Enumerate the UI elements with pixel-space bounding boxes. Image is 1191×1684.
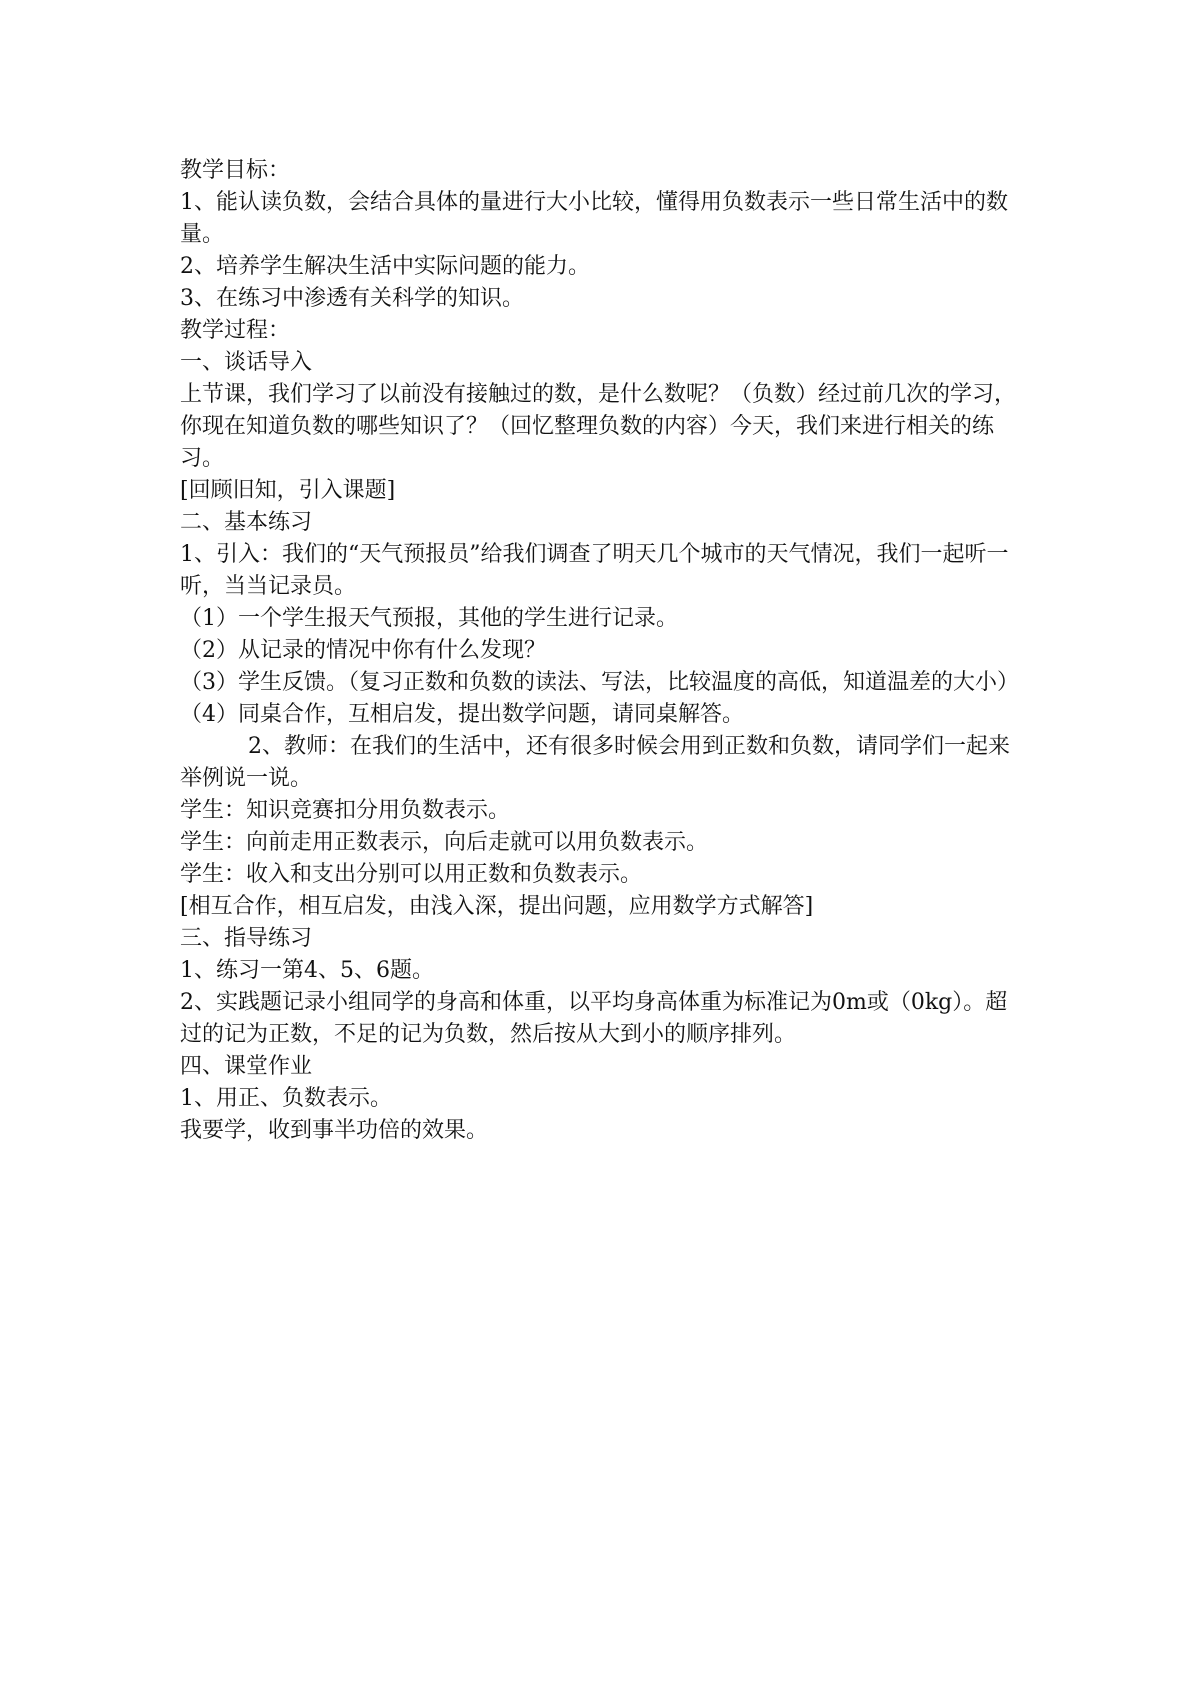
- practice-subitem-3: （3）学生反馈。（复习正数和负数的读法、写法，比较温度的高低，知道温差的大小）: [180, 670, 1019, 695]
- section-heading-2: 二、基本练习: [180, 510, 313, 535]
- section-heading-4: 四、课堂作业: [180, 1054, 313, 1079]
- homework-item-1: 1、用正、负数表示。: [180, 1086, 392, 1111]
- student-answer-2: 学生：向前走用正数表示，向后走就可以用负数表示。: [180, 830, 709, 855]
- goal-item-3: 3、在练习中渗透有关科学的知识。: [180, 286, 524, 311]
- practice-item-1: 1、引入：我们的“天气预报员”给我们调查了明天几个城市的天气情况，我们一起听一听，当当记录员。: [180, 542, 1009, 599]
- heading-teaching-goals: 教学目标：: [180, 158, 291, 183]
- student-answer-1: 学生：知识竞赛扣分用负数表示。: [180, 798, 511, 823]
- section-heading-3: 三、指导练习: [180, 926, 313, 951]
- guided-item-1: 1、练习一第4、5、6题。: [180, 958, 434, 983]
- goal-item-1: 1、能认读负数，会结合具体的量进行大小比较，懂得用负数表示一些日常生活中的数量。: [180, 190, 1008, 247]
- bracket-note-2: [相互合作，相互启发，由浅入深，提出问题，应用数学方式解答]: [180, 894, 814, 919]
- heading-teaching-process: 教学过程：: [180, 318, 291, 343]
- document-page: [180, 155, 1020, 1147]
- practice-subitem-1: （1）一个学生报天气预报，其他的学生进行记录。: [180, 606, 678, 631]
- paragraph-intro: 上节课，我们学习了以前没有接触过的数，是什么数呢？（负数）经过前几次的学习，你现在知道负数的哪些知识了？（回忆整理负数的内容）今天，我们来进行相关的练习。: [180, 382, 1017, 471]
- guided-item-2: 2、实践题记录小组同学的身高和体重，以平均身高体重为标准记为0m或（0kg）。超过的记为正数，不足的记为负数，然后按从大到小的顺序排列。: [180, 990, 1008, 1047]
- student-answer-3: 学生：收入和支出分别可以用正数和负数表示。: [180, 862, 643, 887]
- section-heading-1: 一、谈话导入: [180, 350, 313, 375]
- practice-subitem-4: （4）同桌合作，互相启发，提出数学问题，请同桌解答。: [180, 702, 744, 727]
- bracket-note-1: [回顾旧知，引入课题]: [180, 478, 396, 503]
- closing-line: 我要学，收到事半功倍的效果。: [180, 1118, 489, 1143]
- goal-item-2: 2、培养学生解决生活中实际问题的能力。: [180, 254, 590, 279]
- practice-item-2: 2、教师：在我们的生活中，还有很多时候会用到正数和负数，请同学们一起来举例说一说。: [180, 734, 1010, 791]
- practice-subitem-2: （2）从记录的情况中你有什么发现？: [180, 638, 546, 663]
